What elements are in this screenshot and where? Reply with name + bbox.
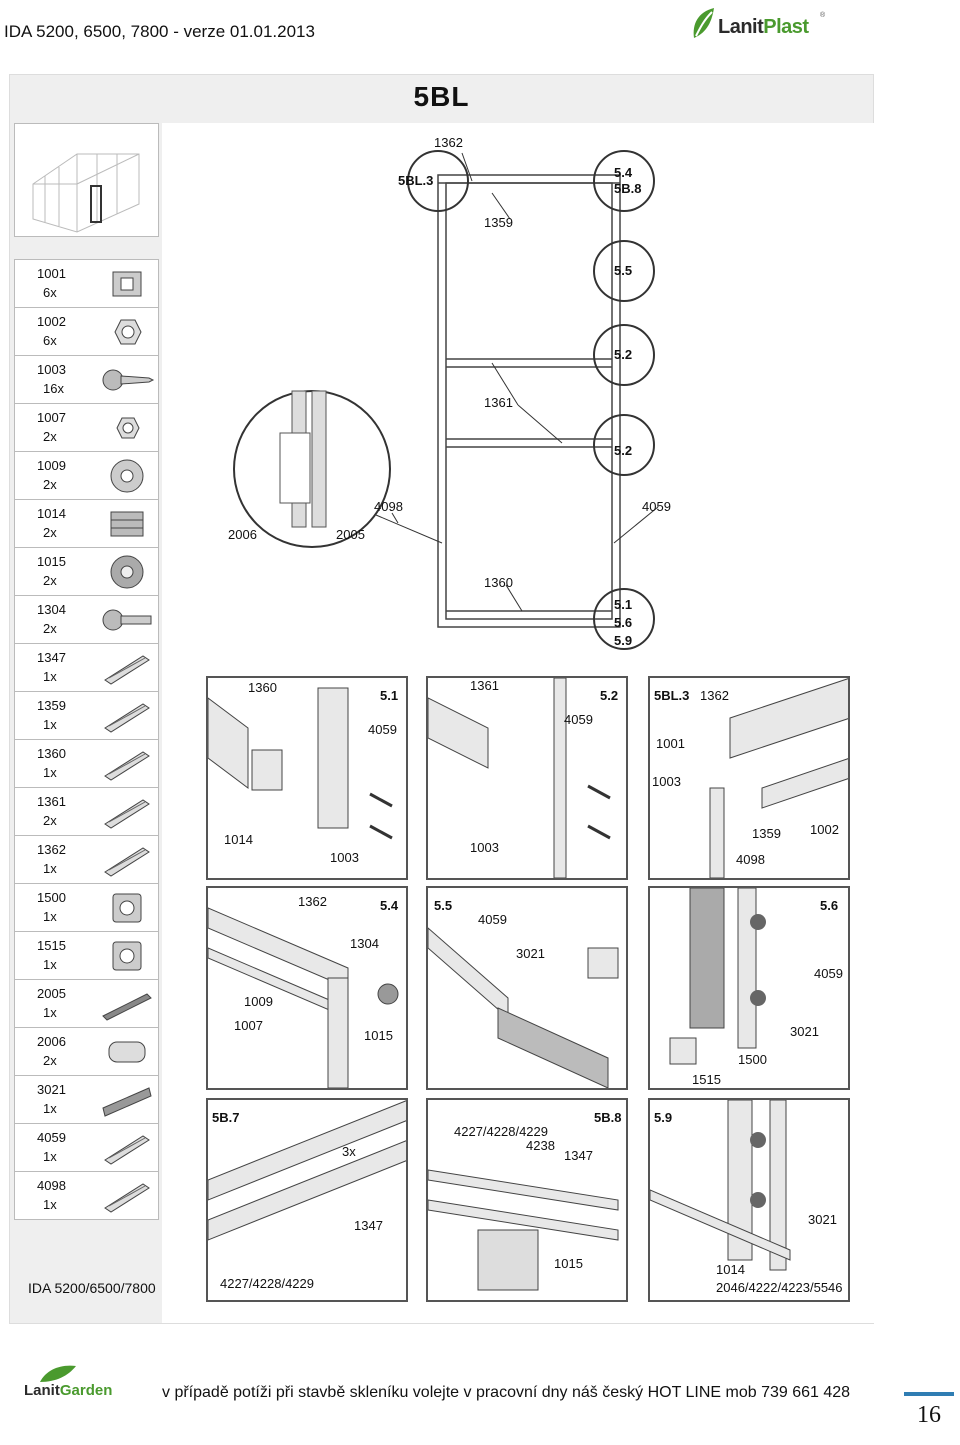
part-qty: 2x xyxy=(43,573,57,588)
frame-label: 5B.8 xyxy=(614,181,642,196)
detail-part-label: 3021 xyxy=(516,946,545,961)
frame-label: 2006 xyxy=(228,527,257,542)
detail-part-label: 4059 xyxy=(564,712,593,727)
part-qty: 2x xyxy=(43,525,57,540)
wheel-icon xyxy=(99,552,155,592)
part-code: 1347 xyxy=(37,650,66,665)
brand-part2: Plast xyxy=(763,16,809,38)
detail-part-label: 3x xyxy=(342,1144,356,1159)
door-frame-drawing xyxy=(162,123,874,663)
part-row xyxy=(14,788,159,836)
footer-brand-part1: Lanit xyxy=(24,1382,60,1399)
frame-label: 1360 xyxy=(484,575,513,590)
part-code: 1360 xyxy=(37,746,66,761)
profile-icon xyxy=(99,1128,155,1168)
detail-part-label: 1500 xyxy=(738,1052,767,1067)
instruction-sheet xyxy=(9,74,874,1324)
part-code: 1359 xyxy=(37,698,66,713)
leaf-icon xyxy=(690,6,718,42)
detail-part-label: 1304 xyxy=(350,936,379,951)
part-code: 1015 xyxy=(37,554,66,569)
part-row xyxy=(14,404,159,452)
profile-icon xyxy=(99,648,155,688)
detail-part-label: 2046/4222/4223/5546 xyxy=(716,1280,843,1295)
part-row xyxy=(14,1124,159,1172)
profile-icon xyxy=(99,792,155,832)
part-code: 1009 xyxy=(37,458,66,473)
part-code: 1500 xyxy=(37,890,66,905)
part-qty: 1x xyxy=(43,1101,57,1116)
detail-5-2 xyxy=(426,676,628,880)
parts-list xyxy=(14,259,159,1220)
detail-part-label: 1015 xyxy=(554,1256,583,1271)
detail-part-label: 1003 xyxy=(330,850,359,865)
part-qty: 1x xyxy=(43,861,57,876)
part-row xyxy=(14,452,159,500)
part-qty: 2x xyxy=(43,621,57,636)
detail-id: 5.5 xyxy=(434,898,453,913)
detail-id: 5.2 xyxy=(600,688,619,703)
part-qty: 2x xyxy=(43,813,57,828)
detail-part-label: 4227/4228/4229 xyxy=(454,1124,548,1139)
detail-part-label: 4059 xyxy=(814,966,843,981)
part-row xyxy=(14,644,159,692)
part-code: 1362 xyxy=(37,842,66,857)
detail-part-label: 1003 xyxy=(470,840,499,855)
detail-id: 5B.8 xyxy=(594,1110,622,1125)
page-number: 16 xyxy=(917,1402,941,1428)
drawing-area xyxy=(162,123,874,1323)
part-code: 4059 xyxy=(37,1130,66,1145)
frame-label: 4098 xyxy=(374,499,403,514)
screw-icon xyxy=(99,360,155,400)
frame-label: 1361 xyxy=(484,395,513,410)
part-row xyxy=(14,548,159,596)
detail-part-label: 3021 xyxy=(808,1212,837,1227)
part-code: 1007 xyxy=(37,410,66,425)
frame-label: 5.2 xyxy=(614,347,633,362)
profile-icon xyxy=(99,696,155,736)
frame-label: 5.5 xyxy=(614,263,633,278)
part-row xyxy=(14,1076,159,1124)
part-row xyxy=(14,884,159,932)
part-row xyxy=(14,500,159,548)
brush-seal-icon xyxy=(99,1080,155,1120)
page-number-box xyxy=(904,1392,954,1440)
lanitgarden-logo xyxy=(16,1364,116,1404)
detail-5-1 xyxy=(206,676,408,880)
detail-part-label: 1347 xyxy=(354,1218,383,1233)
part-code: 1515 xyxy=(37,938,66,953)
detail-part-label: 1359 xyxy=(752,826,781,841)
brush-strip-icon xyxy=(99,984,155,1024)
part-row xyxy=(14,260,159,308)
greenhouse-thumbnail xyxy=(14,123,159,237)
part-code: 1002 xyxy=(37,314,66,329)
frame-label: 5.4 xyxy=(614,165,633,180)
frame-label: 1359 xyxy=(484,215,513,230)
part-row xyxy=(14,692,159,740)
detail-id: 5.6 xyxy=(820,898,839,913)
detail-5-5 xyxy=(426,886,628,1090)
part-qty: 1x xyxy=(43,717,57,732)
part-row xyxy=(14,740,159,788)
frame-label: 1362 xyxy=(434,135,463,150)
part-row xyxy=(14,836,159,884)
footer-brand-part2: Garden xyxy=(59,1382,113,1399)
part-code: 3021 xyxy=(37,1082,66,1097)
part-qty: 2x xyxy=(43,477,57,492)
detail-part-label: 4059 xyxy=(368,722,397,737)
detail-part-label: 4238 xyxy=(526,1138,555,1153)
part-row xyxy=(14,356,159,404)
document-title: IDA 5200, 6500, 7800 - verze 01.01.2013 xyxy=(4,22,315,41)
detail-5b-7 xyxy=(206,1098,408,1302)
part-code: 1361 xyxy=(37,794,66,809)
part-qty: 6x xyxy=(43,285,57,300)
part-code: 4098 xyxy=(37,1178,66,1193)
part-row xyxy=(14,596,159,644)
detail-part-label: 1014 xyxy=(716,1262,745,1277)
detail-part-label: 4227/4228/4229 xyxy=(220,1276,314,1291)
detail-5-9 xyxy=(648,1098,850,1302)
detail-part-label: 1361 xyxy=(470,678,499,693)
model-label: IDA 5200/6500/7800 xyxy=(28,1280,156,1296)
part-qty: 1x xyxy=(43,1005,57,1020)
frame-label: 5.6 xyxy=(614,615,633,630)
washer-icon xyxy=(99,456,155,496)
frame-label: 5.9 xyxy=(614,633,633,648)
hex-connector-icon xyxy=(99,264,155,304)
part-code: 1014 xyxy=(37,506,66,521)
part-row xyxy=(14,1028,159,1076)
step-title: 5BL xyxy=(413,81,470,112)
frame-label: 5BL.3 xyxy=(398,173,434,188)
detail-part-label: 1362 xyxy=(298,894,327,909)
part-row xyxy=(14,932,159,980)
detail-part-label: 1009 xyxy=(244,994,273,1009)
frame-label: 2005 xyxy=(336,527,365,542)
profile-icon xyxy=(99,1176,155,1216)
part-qty: 2x xyxy=(43,1053,57,1068)
detail-part-label: 1003 xyxy=(652,774,681,789)
detail-part-label: 1362 xyxy=(700,688,729,703)
detail-part-label: 1001 xyxy=(656,736,685,751)
part-code: 1003 xyxy=(37,362,66,377)
square-nut-icon xyxy=(99,936,155,976)
screw-long-icon xyxy=(99,600,155,640)
corner-clip-icon xyxy=(99,504,155,544)
part-code: 2005 xyxy=(37,986,66,1001)
hotline-text: v případě potíži při stavbě skleníku volejte v pracovní dny náš český HOT LINE mob 739 661 428 xyxy=(162,1384,851,1401)
part-qty: 1x xyxy=(43,669,57,684)
part-code: 1304 xyxy=(37,602,66,617)
detail-id: 5BL.3 xyxy=(654,688,690,703)
detail-part-label: 1515 xyxy=(692,1072,721,1087)
part-qty: 1x xyxy=(43,1197,57,1212)
detail-5-4 xyxy=(206,886,408,1090)
detail-id: 5.4 xyxy=(380,898,399,913)
detail-part-label: 1347 xyxy=(564,1148,593,1163)
part-qty: 1x xyxy=(43,957,57,972)
profile-icon xyxy=(99,840,155,880)
leaf-icon xyxy=(38,1364,78,1384)
detail-part-label: 4098 xyxy=(736,852,765,867)
square-nut-icon xyxy=(99,888,155,928)
detail-part-label: 3021 xyxy=(790,1024,819,1039)
frame-label: 5.1 xyxy=(614,597,633,612)
part-code: 1001 xyxy=(37,266,66,281)
part-qty: 1x xyxy=(43,1149,57,1164)
brand-part1: Lanit xyxy=(718,16,764,38)
part-qty: 16x xyxy=(43,381,64,396)
part-qty: 1x xyxy=(43,765,57,780)
part-qty: 1x xyxy=(43,909,57,924)
detail-part-label: 1015 xyxy=(364,1028,393,1043)
lanitplast-logo xyxy=(690,4,840,48)
detail-part-label: 1360 xyxy=(248,680,277,695)
part-qty: 2x xyxy=(43,429,57,444)
frame-label: 5.2 xyxy=(614,443,633,458)
nut-icon xyxy=(99,408,155,448)
part-row xyxy=(14,980,159,1028)
detail-id: 5.1 xyxy=(380,688,399,703)
part-code: 2006 xyxy=(37,1034,66,1049)
detail-part-label: 1007 xyxy=(234,1018,263,1033)
part-qty: 6x xyxy=(43,333,57,348)
detail-part-label: 1014 xyxy=(224,832,253,847)
part-row xyxy=(14,1172,159,1220)
detail-part-label: 1002 xyxy=(810,822,839,837)
detail-id: 5B.7 xyxy=(212,1110,240,1125)
registered-mark: ® xyxy=(820,12,826,19)
detail-part-label: 4059 xyxy=(478,912,507,927)
tube-icon xyxy=(99,1032,155,1072)
hex-nut-icon xyxy=(99,312,155,352)
part-row xyxy=(14,308,159,356)
frame-label: 4059 xyxy=(642,499,671,514)
detail-id: 5.9 xyxy=(654,1110,673,1125)
profile-icon xyxy=(99,744,155,784)
